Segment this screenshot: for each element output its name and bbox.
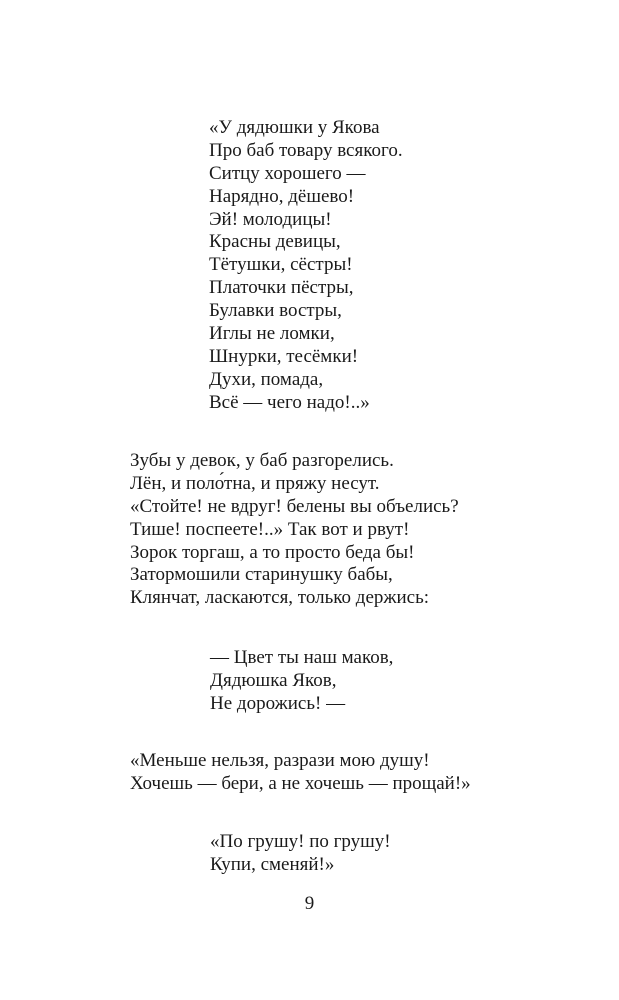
verse-line: Зубы у девок, у баб разгорелись. <box>130 450 394 471</box>
verse-line: Лён, и поло́тна, и пряжу несут. <box>130 472 380 494</box>
verse-line: Тётушки, сёстры! <box>209 254 353 276</box>
stanza-3 <box>210 647 393 716</box>
verse-line: Ситцу хорошего — <box>209 162 366 184</box>
verse-line: Не дорожись! — <box>210 692 346 714</box>
verse-line: «У дядюшки у Якова <box>209 117 380 138</box>
verse-line: Духи, помада, <box>209 368 324 390</box>
page-number: 9 <box>304 893 315 914</box>
verse-line: Нарядно, дёшево! <box>209 185 355 207</box>
stanza-1 <box>209 117 403 415</box>
verse-line: «Меньше нельзя, разрази мою душу! <box>130 750 430 771</box>
stanza-5 <box>210 831 391 877</box>
verse-line: Иглы не ломки, <box>209 323 335 345</box>
verse-line: Дядюшка Яков, <box>210 669 337 691</box>
verse-line: Клянчат, ласкаются, только держись: <box>130 587 430 609</box>
verse-line: «По грушу! по грушу! <box>210 831 391 852</box>
verse-line: Красны девицы, <box>209 231 341 253</box>
verse-line: Про баб товару всякого. <box>209 139 403 161</box>
verse-line: «Стойте! не вдруг! белены вы объелись? <box>130 495 459 517</box>
verse-line: Эй! молодицы! <box>209 208 332 230</box>
stanza-4 <box>130 750 471 796</box>
verse-line: Булавки востры, <box>209 300 342 322</box>
verse-line: Всё — чего надо!..» <box>209 391 370 413</box>
verse-line: Платочки пёстры, <box>209 277 354 299</box>
verse-line: Шнурки, тесёмки! <box>209 345 359 367</box>
stanza-2 <box>130 450 459 610</box>
verse-line: Тише! поспеете!..» Так вот и рвут! <box>130 518 410 540</box>
verse-line: Затормошили старинушку бабы, <box>130 564 393 586</box>
verse-line: Зорок торгаш, а то просто беда бы! <box>130 541 415 563</box>
verse-line: Хочешь — бери, а не хочешь — прощай!» <box>130 772 471 794</box>
verse-line: Купи, сменяй!» <box>210 853 335 875</box>
verse-line: — Цвет ты наш маков, <box>210 647 394 668</box>
